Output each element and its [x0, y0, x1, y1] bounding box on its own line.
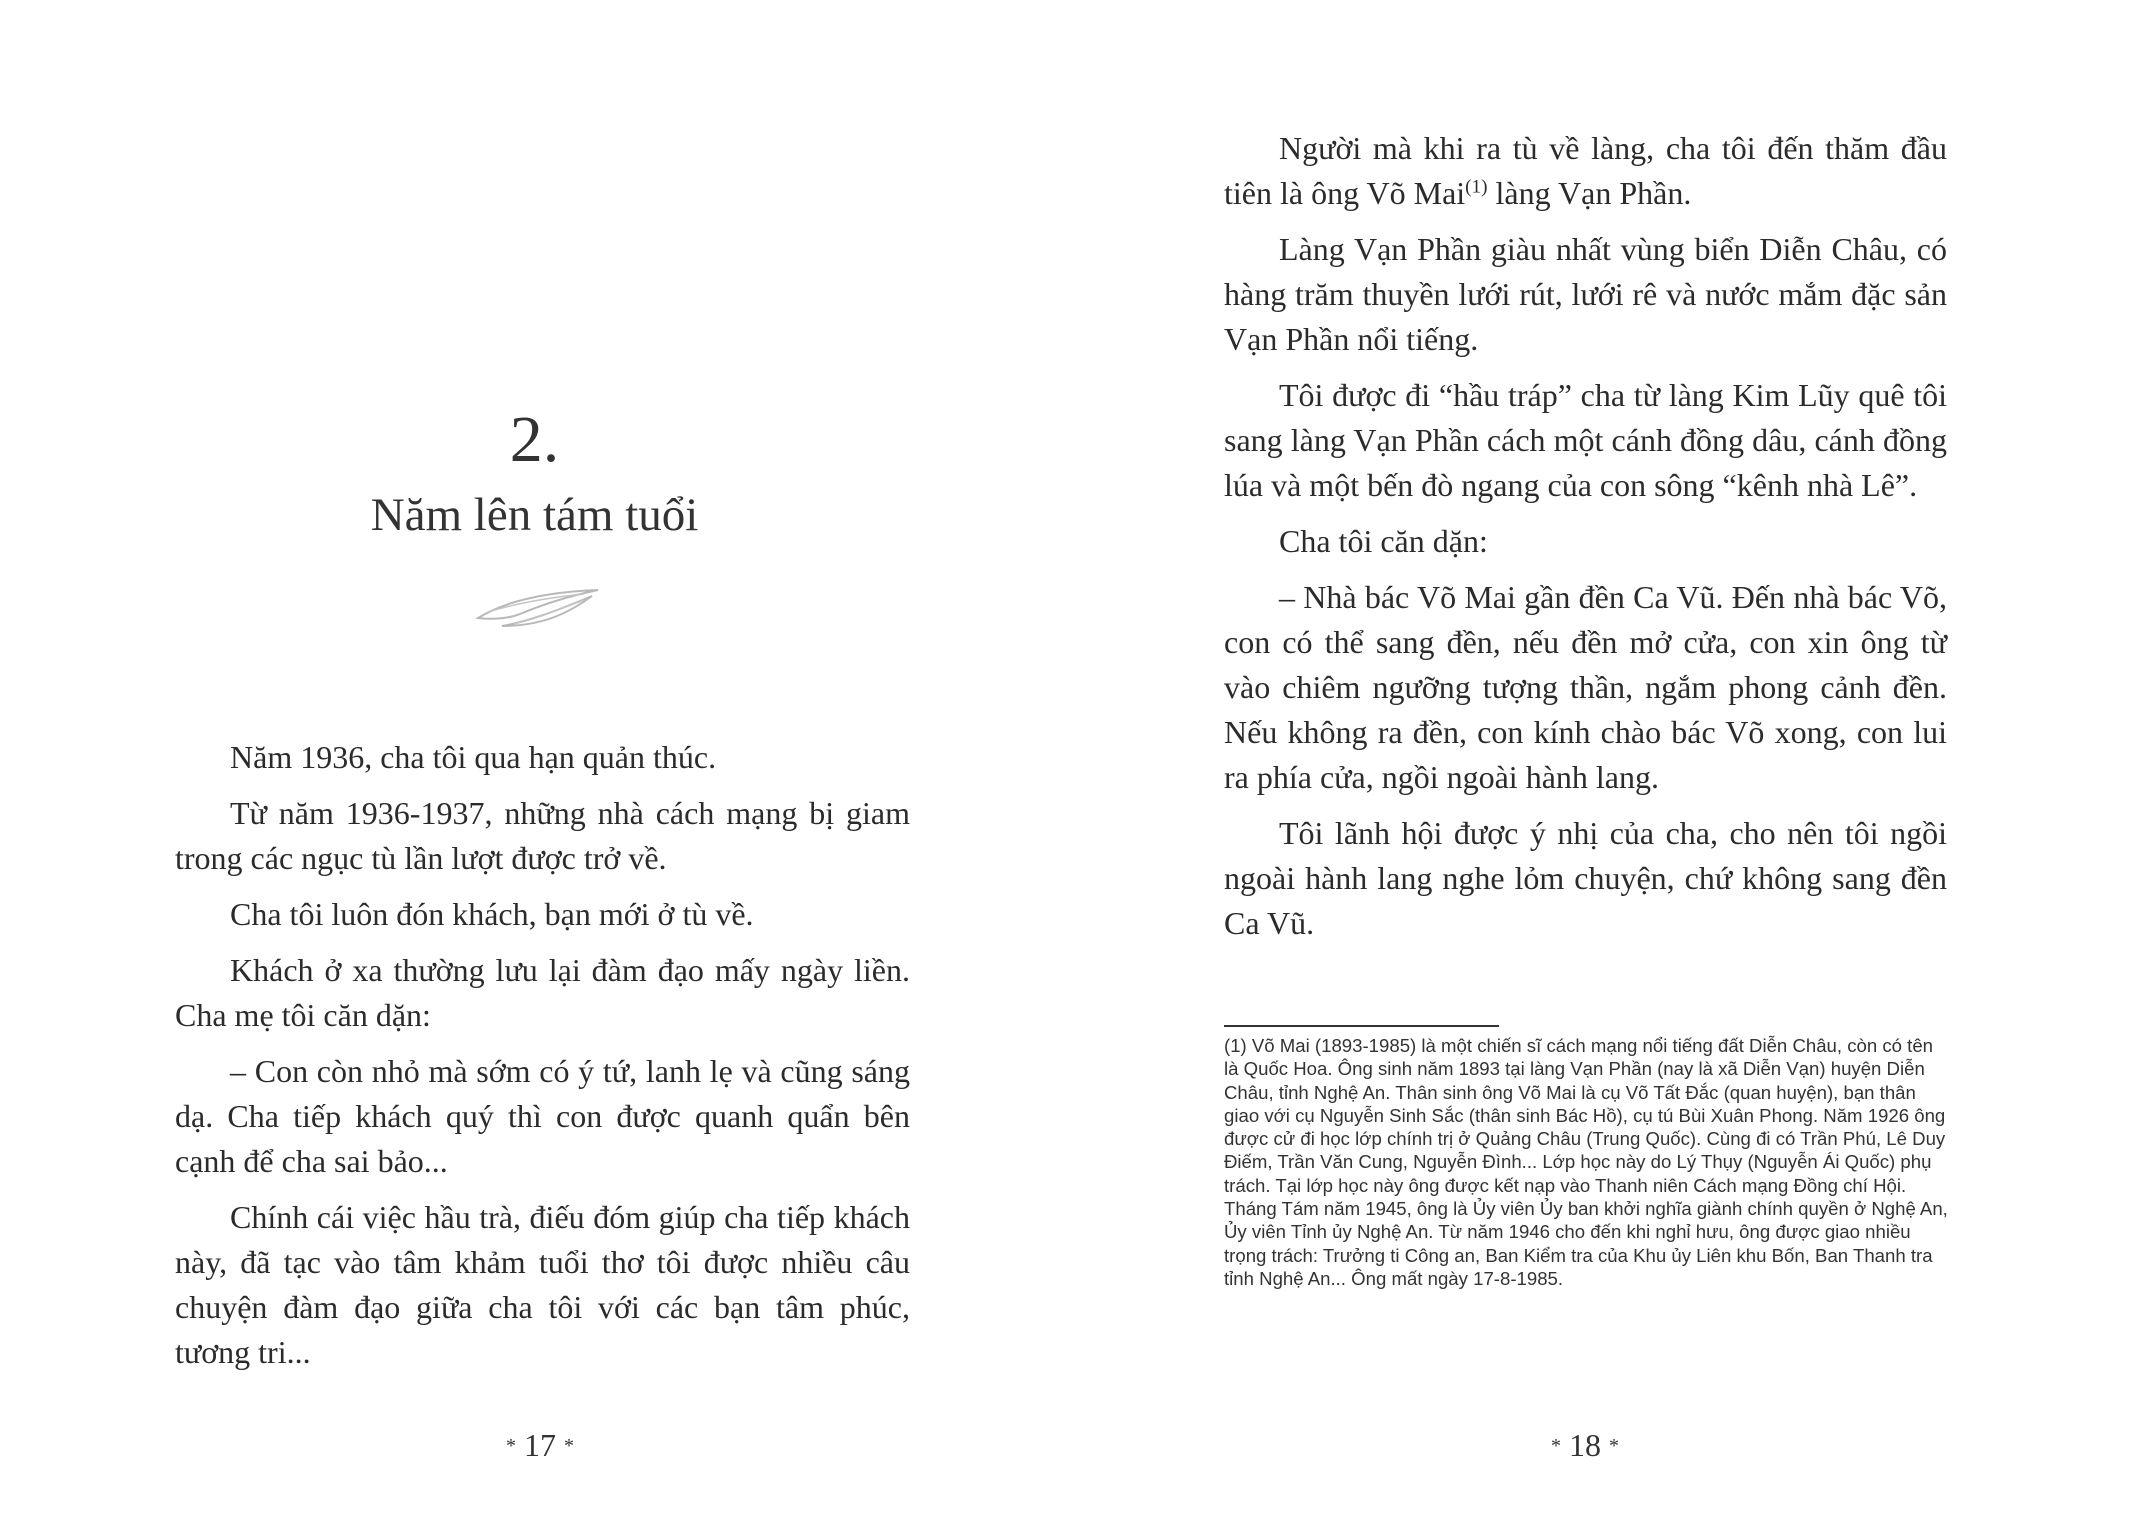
- footnote: (1) Võ Mai (1893-1985) là một chiến sĩ cách mạng nổi tiếng đất Diễn Châu, còn có tên là Quốc Hoa. Ông sinh năm 1893 tại làng Vạn Phần (nay là xã Diễn Vạn) huyện Diễn Châu, tỉnh Nghệ An. Thân sinh ông Võ Mai là cụ Võ Tất Đắc (quan huyện), bạn thân giao với cụ Nguyễn Sinh Sắc (thân sinh Bác Hồ), cụ tú Bùi Xuân Phong. Năm 1926 ông được cử đi học lớp chính trị ở Quảng Châu (Trung Quốc). Cùng đi có Trần Phú, Lê Duy Điếm, Trần Văn Cung, Nguyễn Đình... Lớp học này do Lý Thụy (Nguyễn Ái Quốc) phụ trách. Tại lớp học này ông được kết nạp vào Thanh niên Cách mạng Đồng chí Hội. Tháng Tám năm 1945, ông là Ủy viên Ủy ban khởi nghĩa giành chính quyền ở Nghệ An, Ủy viên Tỉnh ủy Nghệ An. Từ năm 1946 cho đến khi nghỉ hưu, ông được giao nhiều trọng trách: Trưởng ti Công an, Ban Kiểm tra của Khu ủy Liên khu Bốn, Ban Thanh tra tỉnh Nghệ An... Ông mất ngày 17-8-1985.: [1224, 1035, 1948, 1289]
- chapter-title: Năm lên tám tuổi: [370, 489, 699, 541]
- page-number-left: [440, 1425, 640, 1466]
- footnote-marker[interactable]: (1): [1465, 176, 1488, 198]
- page-number-value: 17: [524, 1427, 556, 1463]
- chapter-number: 2.: [509, 403, 560, 476]
- left-body-text: [175, 735, 910, 1386]
- footnote-divider: [1224, 1025, 1499, 1027]
- paragraph-text: làng Vạn Phần.: [1487, 175, 1692, 211]
- star-ornament-icon: *: [506, 1435, 516, 1457]
- paragraph-text: Người mà khi ra tù về làng, cha tôi đến thăm đầu tiên là ông Võ Mai: [1224, 130, 1947, 211]
- right-body-text: [1224, 126, 1947, 957]
- paragraph: Cha tôi luôn đón khách, bạn mới ở tù về.: [230, 896, 754, 932]
- left-page: [0, 0, 1069, 1528]
- page-number-right: [1485, 1425, 1685, 1466]
- star-ornament-icon: *: [1551, 1435, 1561, 1457]
- page-number-value: 18: [1569, 1427, 1601, 1463]
- paragraph: Khách ở xa thường lưu lại đàm đạo mấy ngày liền. Cha mẹ tôi căn dặn:: [175, 952, 910, 1033]
- paragraph: – Con còn nhỏ mà sớm có ý tứ, lanh lẹ và cũng sáng dạ. Cha tiếp khách quý thì con được quanh quẩn bên cạnh để cha sai bảo...: [175, 1053, 910, 1179]
- paragraph: Năm 1936, cha tôi qua hạn quản thúc.: [230, 739, 717, 775]
- paragraph: [1224, 126, 1947, 216]
- paragraph: Làng Vạn Phần giàu nhất vùng biển Diễn Châu, có hàng trăm thuyền lưới rút, lưới rê và nước mắm đặc sản Vạn Phần nổi tiếng.: [1224, 231, 1947, 357]
- star-ornament-icon: *: [1609, 1435, 1619, 1457]
- star-ornament-icon: *: [564, 1435, 574, 1457]
- paragraph: Tôi lãnh hội được ý nhị của cha, cho nên tôi ngồi ngoài hành lang nghe lỏm chuyện, chứ không sang đền Ca Vũ.: [1224, 815, 1947, 941]
- paragraph: Tôi được đi “hầu tráp” cha từ làng Kim Lũy quê tôi sang làng Vạn Phần cách một cánh đồng dâu, cánh đồng lúa và một bến đò ngang của con sông “kênh nhà Lê”.: [1224, 377, 1947, 503]
- paragraph: Cha tôi căn dặn:: [1279, 523, 1488, 559]
- paragraph: Từ năm 1936-1937, những nhà cách mạng bị giam trong các ngục tù lần lượt được trở về.: [175, 795, 910, 876]
- leaf-ornament-icon: [474, 582, 602, 632]
- paragraph: – Nhà bác Võ Mai gần đền Ca Vũ. Đến nhà bác Võ, con có thể sang đền, nếu đền mở cửa, con xin ông từ vào chiêm ngưỡng tượng thần, ngắm phong cảnh đền. Nếu không ra đền, con kính chào bác Võ xong, con lui ra phía cửa, ngồi ngoài hành lang.: [1224, 579, 1947, 795]
- paragraph: Chính cái việc hầu trà, điếu đóm giúp cha tiếp khách này, đã tạc vào tâm khảm tuổi thơ tôi được nhiều câu chuyện đàm đạo giữa cha tôi với các bạn tâm phúc, tương tri...: [175, 1199, 910, 1370]
